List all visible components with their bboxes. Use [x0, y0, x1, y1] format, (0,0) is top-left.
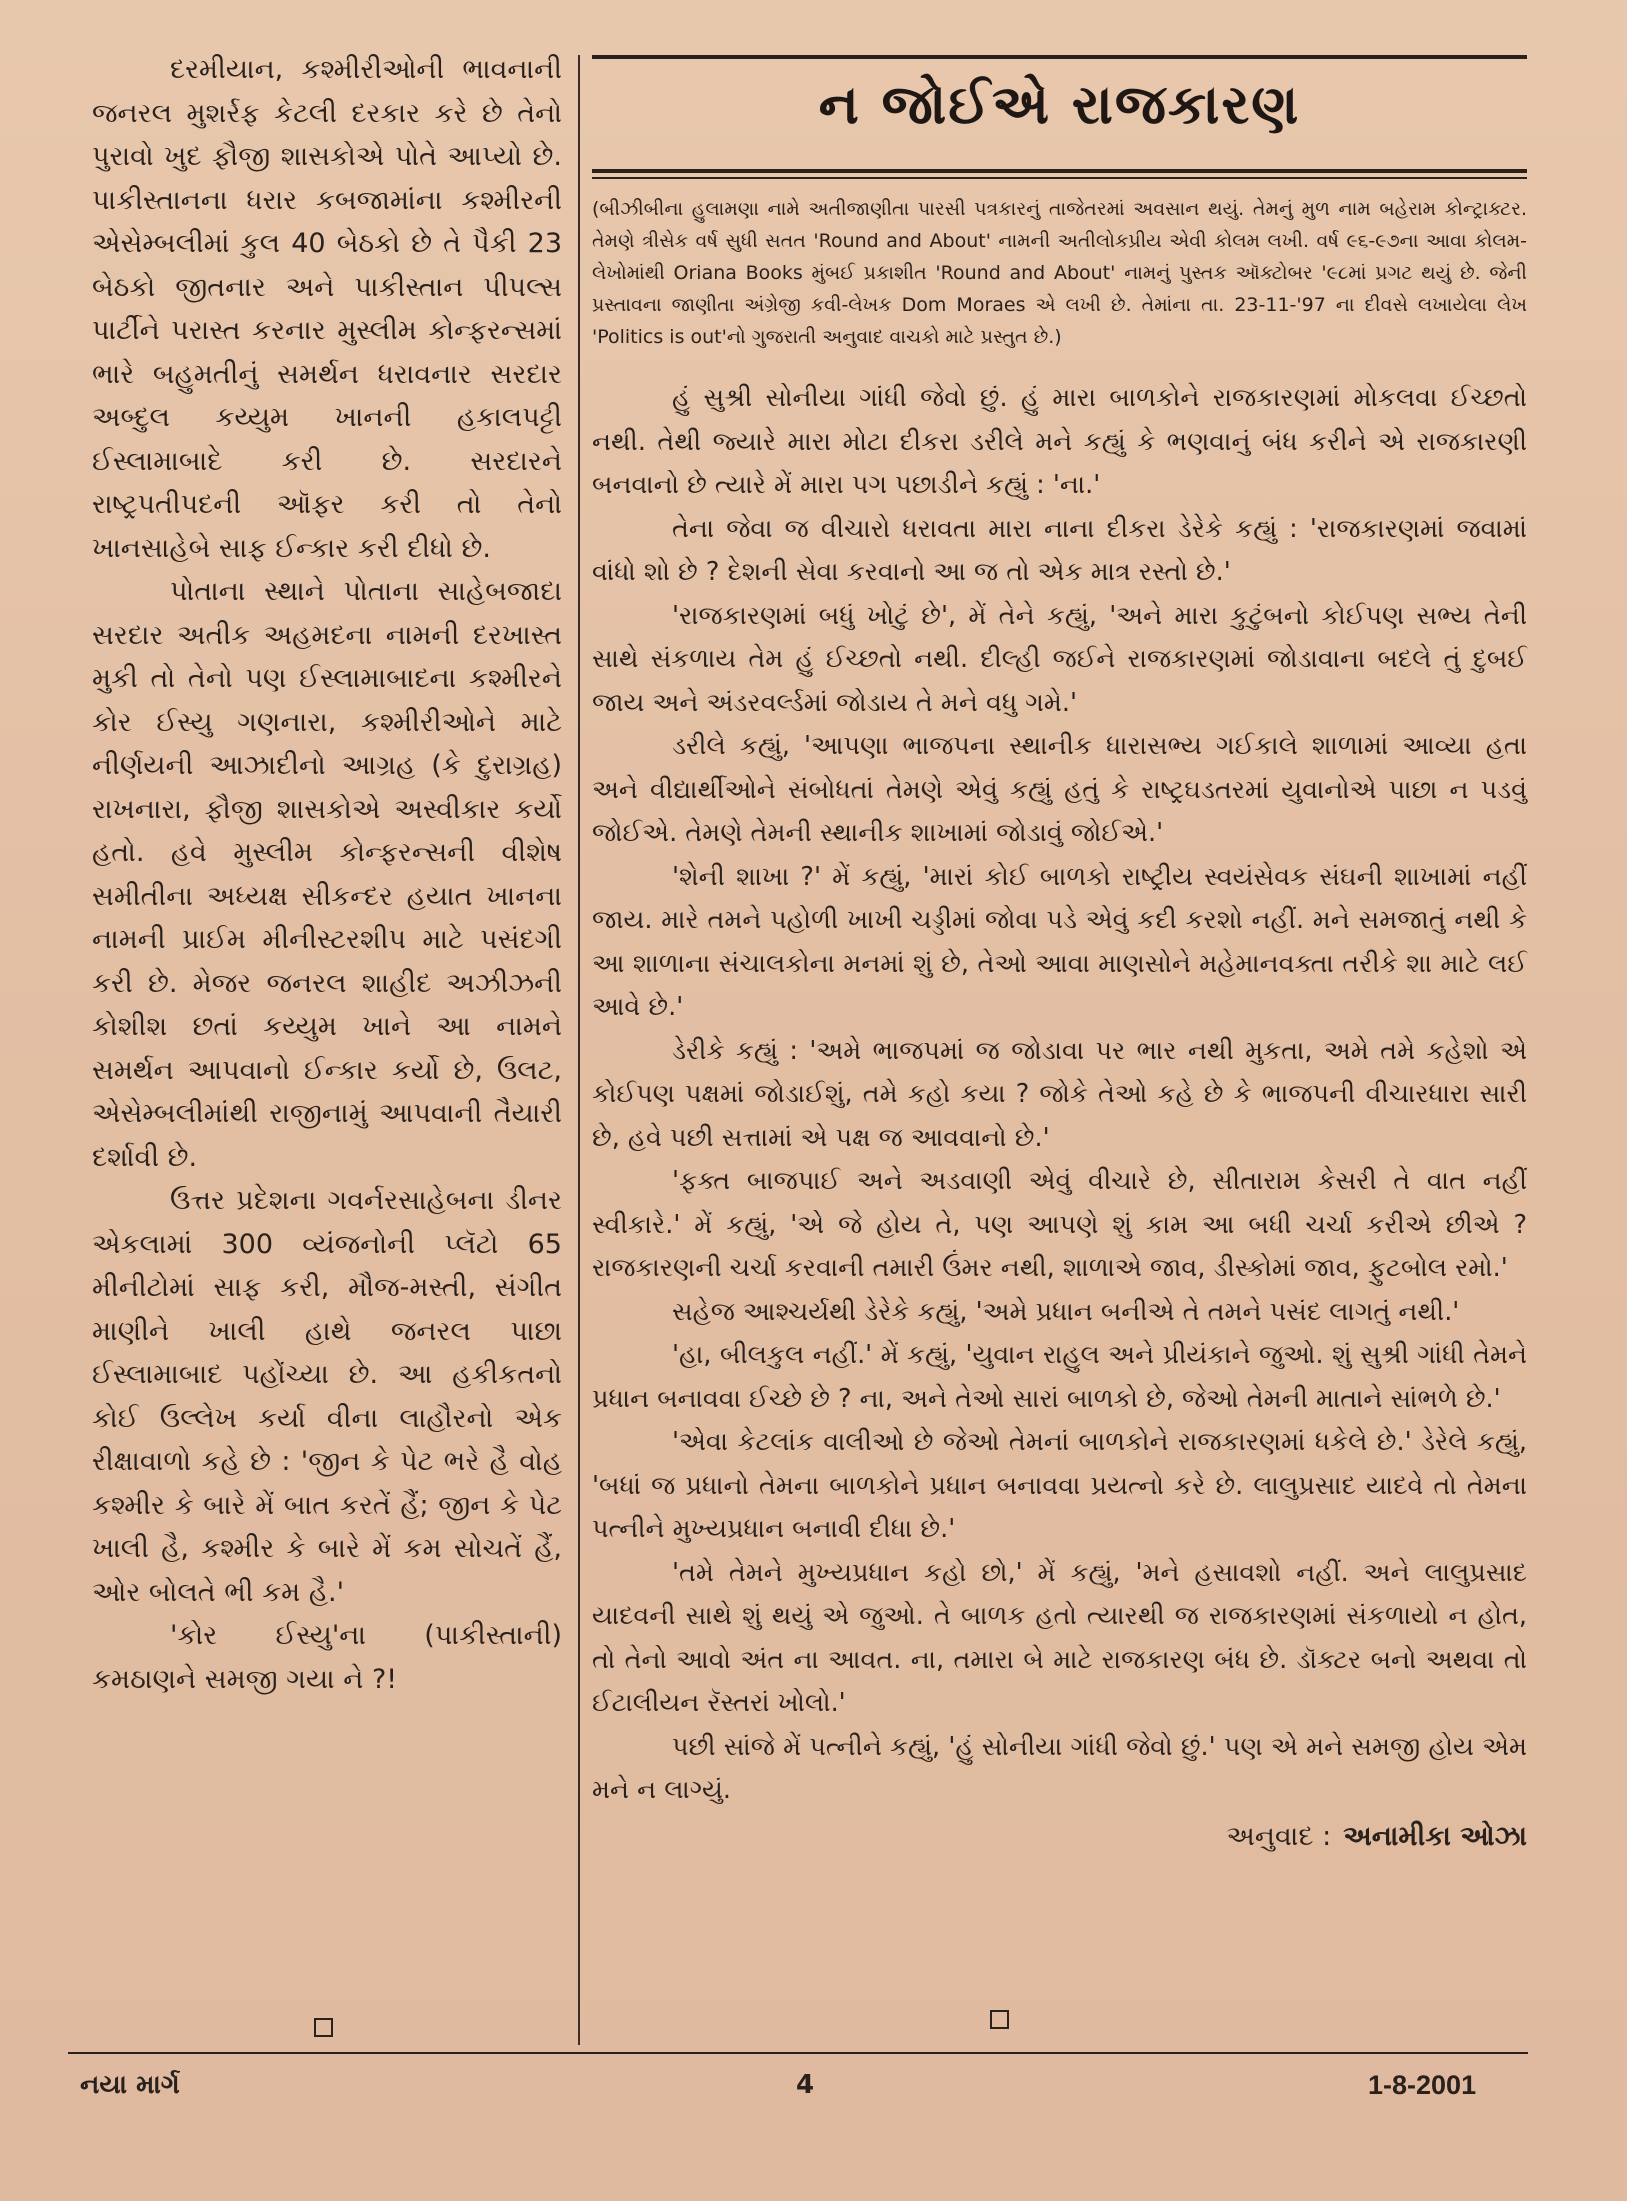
end-mark-left: [314, 2018, 333, 2037]
article-paragraph-3: 'રાજકારણમાં બધું ખોટું છે', મેં તેને કહ્યું, 'અને મારા કુટુંબનો કોઈપણ સભ્ય તેની સાથે સંકળાય તેમ હું ઈચ્છતો નથી. દીલ્હી જઈને રાજકારણમાં જોડાવાના બદલે તું દુબઈ જાય અને અંડરવર્લ્ડમાં જોડાય તે મને વધુ ગમે.': [592, 600, 1527, 718]
translator-name: અનામીકા ઓઝા: [1343, 1820, 1527, 1852]
issue-date: 1-8-2001: [1368, 2070, 1477, 2100]
title-bottom-rule-thin: [592, 177, 1527, 179]
article-intro: (બીઝીબીના હુલામણા નામે અતીજાણીતા પારસી પત્રકારનું તાજેતરમાં અવસાન થયું. તેમનું મુળ નામ બહેરામ કોન્ટ્રાક્ટર. તેમણે ત્રીસેક વર્ષ સુધી સતત 'Round and About' નામની અતીલોકપ્રીય એવી કોલમ લખી. વર્ષ ૯૬-૯૭ના આવા કોલમ- લેખોમાંથી Oriana Books મુંબઈ પ્રકાશીત 'Round and About' નામનું પુસ્તક ઑક્ટોબર '૯૮માં પ્રગટ થયું છે. જેની પ્રસ્તાવના જાણીતા અંગ્રેજી કવી-લેખક Dom Moraes એ લખી છે. તેમાંના તા. 23-11-'97 ના દીવસે લખાયેલા લેખ 'Politics is out'નો ગુજરાતી અનુવાદ વાચકો માટે પ્રસ્તુત છે.): [592, 198, 1527, 348]
left-paragraph-2: પોતાના સ્થાને પોતાના સાહેબજાદા સરદાર અતીક અહમદના નામની દરખાસ્ત મુકી તો તેનો પણ ઈસ્લામાબાદના કશ્મીરને કોર ઈસ્યુ ગણનારા, કશ્મીરીઓને માટે નીર્ણયની આઝાદીનો આગ્રહ (કે દુરાગ્રહ) રાખનારા, ફૌજી શાસકોએ અસ્વીકાર કર્યો હતો. હવે મુસ્લીમ કોન્ફરન્સની વીશેષ સમીતીના અધ્યક્ષ સીકન્દર હયાત ખાનના નામની પ્રાઈમ મીનીસ્ટરશીપ માટે પસંદગી કરી છે. મેજર જનરલ શાહીદ અઝીઝની કોશીશ છતાં કય્યુમ ખાને આ નામને સમર્થન આપવાનો ઈન્કાર કર્યો છે, ઉલટ, એસેમ્બલીમાંથી રાજીનામું આપવાની તૈયારી દર્શાવી છે.: [92, 576, 562, 1173]
article-column: [592, 55, 1527, 1853]
article-paragraph-1: હું સુશ્રી સોનીયા ગાંધી જેવો છું. હું મારા બાળકોને રાજકારણમાં મોકલવા ઈચ્છતો નથી. તેથી જ્યારે મારા મોટા દીકરા ડરીલે મને કહ્યું કે ભણવાનું બંધ કરીને એ રાજકારણી બનવાનો છે ત્યારે મેં મારા પગ પછાડીને કહ્યું : 'ના.': [592, 383, 1527, 500]
footer-rule: [68, 2052, 1528, 2054]
article-paragraph-2: તેના જેવા જ વીચારો ધરાવતા મારા નાના દીકરા ડેરેકે કહ્યું : 'રાજકારણમાં જવામાં વાંધો શો છે ? દેશની સેવા કરવાનો આ જ તો એક માત્ર રસ્તો છે.': [592, 513, 1527, 587]
article-body: [592, 377, 1527, 1813]
title-block: [592, 59, 1527, 169]
translator-label: અનુવાદ :: [1226, 1820, 1332, 1852]
article-paragraph-12: પછી સાંજે મેં પત્નીને કહ્યું, 'હું સોનીયા ગાંધી જેવો છું.' પણ એ મને સમજી હોય એમ મને ન લાગ્યું.: [592, 1731, 1527, 1805]
article-paragraph-8: સહેજ આશ્ચર્યથી ડેરેકે કહ્યું, 'અમે પ્રધાન બનીએ તે તમને પસંદ લાગતું નથી.': [672, 1296, 1460, 1327]
article-paragraph-10: 'એવા કેટલાંક વાલીઓ છે જેઓ તેમનાં બાળકોને રાજકારણમાં ધકેલે છે.' ડેરેલે કહ્યું, 'બધાં જ પ્રધાનો તેમના બાળકોને પ્રધાન બનાવવા પ્રયત્નો કરે છે. લાલુપ્રસાદ યાદવે તો તેમના પત્નીને મુખ્યપ્રધાન બનાવી દીધા છે.': [592, 1427, 1527, 1544]
left-column: [92, 48, 562, 2048]
page-number: 4: [796, 2070, 815, 2100]
publication-name: નયા માર્ગ: [80, 2070, 180, 2100]
article-paragraph-7: 'ફક્ત બાજપાઈ અને અડવાણી એવું વીચારે છે, સીતારામ કેસરી તે વાત નહીં સ્વીકારે.' મેં કહ્યું, 'એ જે હોય તે, પણ આપણે શું કામ આ બધી ચર્ચા કરીએ છીએ ? રાજકારણની ચર્ચા કરવાની તમારી ઉંમર નથી, શાળાએ જાવ, ડીસ્કોમાં જાવ, ફુટબોલ રમો.': [592, 1166, 1527, 1283]
left-paragraph-1: દરમીયાન, કશ્મીરીઓની ભાવનાની જનરલ મુશર્રફ કેટલી દરકાર કરે છે તેનો પુરાવો ખુદ ફૌજી શાસકોએ પોતે આપ્યો છે. પાકીસ્તાનના ધરાર કબજામાંના કશ્મીરની એસેમ્બલીમાં કુલ 40 બેઠકો છે તે પૈકી 23 બેઠકો જીતનાર અને પાકીસ્તાન પીપલ્સ પાર્ટીને પરાસ્ત કરનાર મુસ્લીમ કોન્ફરન્સમાં ભારે બહુમતીનું સમર્થન ધરાવનાર સરદાર અબ્દુલ કય્યુમ ખાનની હકાલપટ્ટી ઈસ્લામાબાદે કરી છે. સરદારને રાષ્ટ્રપતીપદની ઑફર કરી તો તેનો ખાનસાહેબે સાફ ઈન્કાર કરી દીધો છે.: [92, 54, 562, 564]
translator-credit: [592, 1821, 1527, 1853]
article-paragraph-9: 'હા, બીલકુલ નહીં.' મેં કહ્યું, 'યુવાન રાહુલ અને પ્રીયંકાને જુઓ. શું સુશ્રી ગાંધી તેમને પ્રધાન બનાવવા ઈચ્છે છે ? ના, અને તેઓ સારાં બાળકો છે, જેઓ તેમની માતાને સાંભળે છે.': [592, 1340, 1527, 1414]
left-paragraph-3: ઉત્તર પ્રદેશના ગવર્નરસાહેબના ડીનર એકલામાં 300 વ્યંજનોની પ્લૅટો 65 મીનીટોમાં સાફ કરી, મૌજ-મસ્તી, સંગીત માણીને ખાલી હાથે જનરલ પાછા ઈસ્લામાબાદ પહોંચ્યા છે. આ હકીકતનો કોઈ ઉલ્લેખ કર્યા વીના લાહૌરનો એક રીક્ષાવાળો કહે છે : 'જીન કે પેટ ભરે હૈ વોહ કશ્મીર કે બારે મેં બાત કરતેં હૈં; જીન કે પેટ ખાલી હૈ, કશ્મીર કે બારે મેં કમ સોચતેં હૈં, ઓર બોલતે ભી કમ હૈ.': [92, 1185, 562, 1608]
column-divider: [578, 55, 580, 2045]
article-title: ન જોઈએ રાજકારણ: [818, 73, 1301, 136]
article-paragraph-5: 'શેની શાખા ?' મેં કહ્યું, 'મારાં કોઈ બાળકો રાષ્ટ્રીય સ્વયંસેવક સંઘની શાખામાં નહીં જાય. મારે તમને પહોળી ખાખી ચડ્ડીમાં જોવા પડે એવું કદી કરશો નહીં. મને સમજાતું નથી કે આ શાળાના સંચાલકોના મનમાં શું છે, તેઓ આવા માણસોને મહેમાનવક્તા તરીકે શા માટે લઈ આવે છે.': [592, 861, 1527, 1022]
article-paragraph-4: ડરીલે કહ્યું, 'આપણા ભાજપના સ્થાનીક ધારાસભ્ય ગઈકાલે શાળામાં આવ્યા હતા અને વીદ્યાર્થીઓને સંબોધતાં તેમણે એવું કહ્યું હતું કે રાષ્ટ્રઘડતરમાં યુવાનોએ પાછા ન પડવું જોઈએ. તેમણે તેમની સ્થાનીક શાખામાં જોડાવું જોઈએ.': [592, 731, 1527, 848]
article-paragraph-11: 'તમે તેમને મુખ્યપ્રધાન કહો છો,' મેં કહ્યું, 'મને હસાવશો નહીં. અને લાલુપ્રસાદ યાદવની સાથે શું થયું એ જુઓ. તે બાળક હતો ત્યારથી જ રાજકારણમાં સંકળાયો ન હોત, તો તેનો આવો અંત ના આવત. ના, તમારા બે માટે રાજકારણ બંધ છે. ડૉક્ટર બનો અથવા તો ઈટાલીયન રૅસ્તરાં ખોલો.': [592, 1557, 1527, 1718]
left-paragraph-4: 'કોર ઈસ્યુ'ના (પાકીસ્તાની) કમઠાણને સમજી ગયા ને ?!: [92, 1620, 562, 1695]
end-mark-right: [990, 2010, 1009, 2029]
article-paragraph-6: ડેરીકે કહ્યું : 'અમે ભાજપમાં જ જોડાવા પર ભાર નથી મુકતા, અમે તમે કહેશો એ કોઈપણ પક્ષમાં જોડાઈશું, તમે કહો કયા ? જોકે તેઓ કહે છે કે ભાજપની વીચારધારા સારી છે, હવે પછી સત્તામાં એ પક્ષ જ આવવાનો છે.': [592, 1035, 1527, 1153]
